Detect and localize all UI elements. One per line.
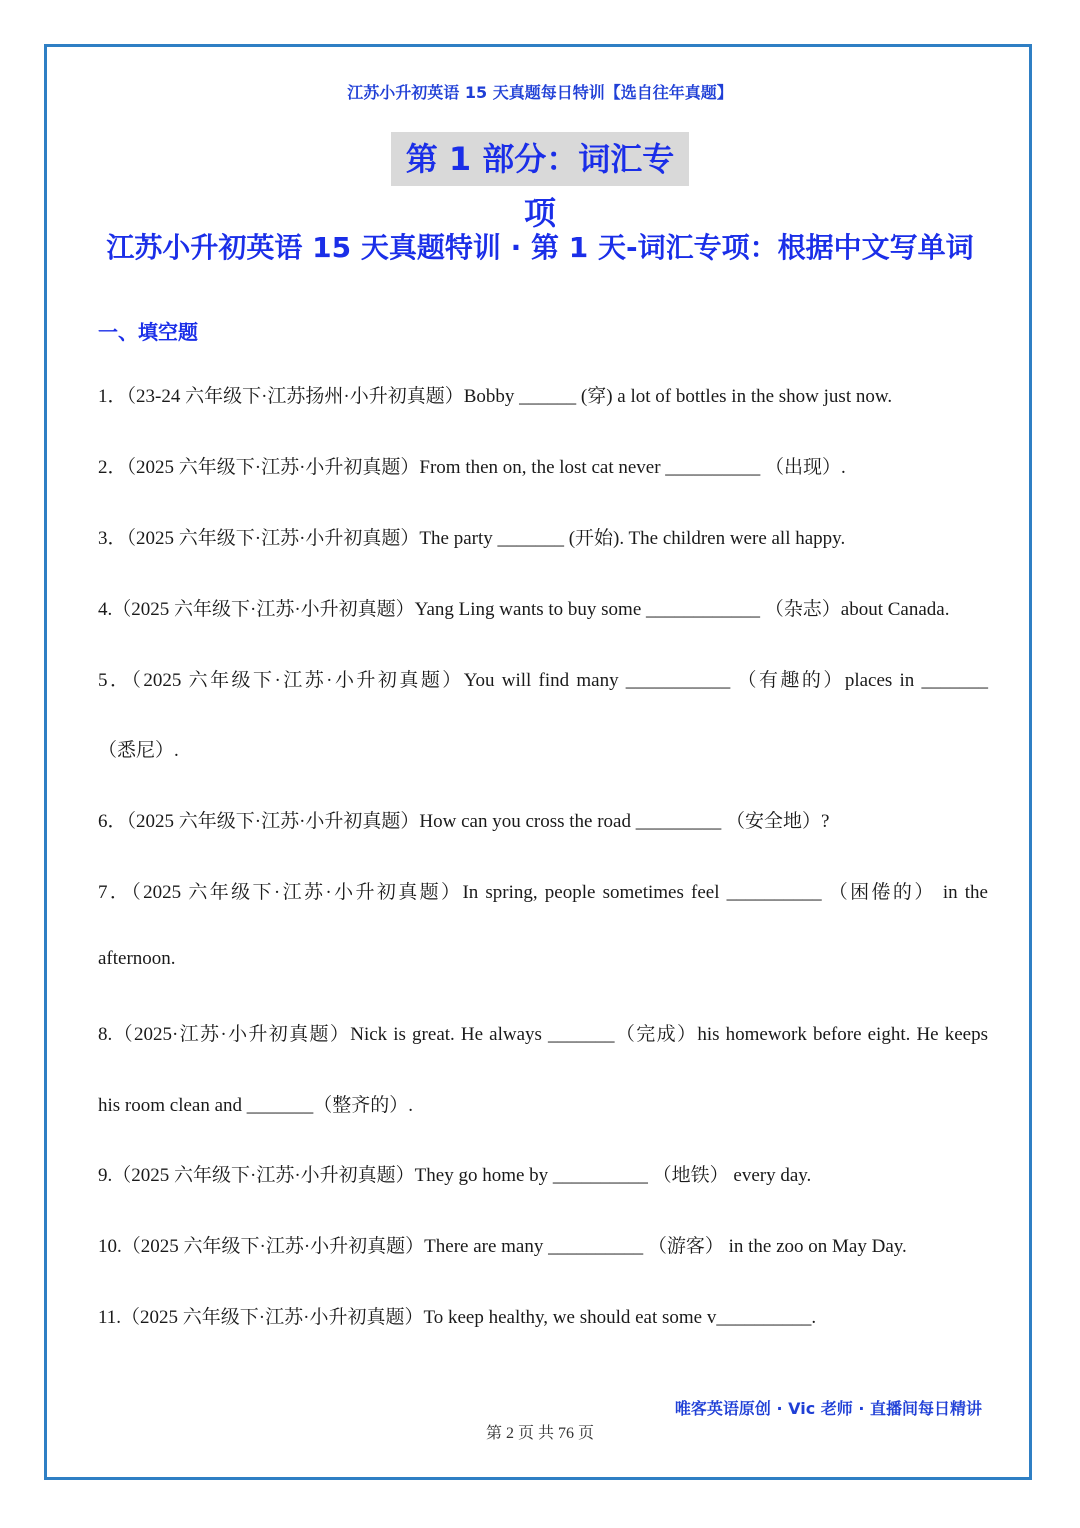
question-line-continued: （悉尼）. xyxy=(98,740,179,761)
question-line: 5．（2025 六年级下·江苏·小升初真题）You will find many ___________ （有趣的）places in _______ xyxy=(98,670,988,691)
question-line-continued: afternoon. xyxy=(98,948,176,969)
question-line: 11.（2025 六年级下·江苏·小升初真题）To keep healthy, we should eat some v__________. xyxy=(98,1307,817,1328)
question-line: 8.（2025·江苏·小升初真题）Nick is great. He always _______（完成）his homework before eight. He keeps xyxy=(98,1024,988,1045)
question-line: 3．（2025 六年级下·江苏·小升初真题）The party _______ (开始). The children were all happy. xyxy=(98,528,846,549)
question-line: 4.（2025 六年级下·江苏·小升初真题）Yang Ling wants to buy some ____________ （杂志）about Canada. xyxy=(98,599,950,620)
footer-brand: 唯客英语原创 · Vic 老师 · 直播间每日精讲 xyxy=(674,1399,982,1418)
question-line: 7．（2025 六年级下·江苏·小升初真题）In spring, people sometimes feel __________ （困倦的） in the xyxy=(98,882,988,903)
question-line-continued: his room clean and _______（整齐的）. xyxy=(98,1095,414,1116)
part-title: 第 1 部分：词汇专项 xyxy=(391,132,689,186)
day-title: 江苏小升初英语 15 天真题特训 · 第 1 天-词汇专项：根据中文写单词 xyxy=(106,231,974,264)
section-heading: 一、填空题 xyxy=(98,320,198,344)
question-line: 9.（2025 六年级下·江苏·小升初真题）They go home by __________ （地铁） every day. xyxy=(98,1165,812,1186)
series-title: 江苏小升初英语 15 天真题每日特训【选自往年真题】 xyxy=(347,83,733,102)
question-line: 2．（2025 六年级下·江苏·小升初真题）From then on, the lost cat never __________ （出现）. xyxy=(98,457,846,478)
question-line: 10.（2025 六年级下·江苏·小升初真题）There are many __________ （游客） in the zoo on May Day. xyxy=(98,1236,907,1257)
page-number: 第 2 页 共 76 页 xyxy=(485,1425,594,1442)
question-line: 6．（2025 六年级下·江苏·小升初真题）How can you cross the road _________ （安全地）? xyxy=(98,811,830,832)
question-line: 1．（23-24 六年级下·江苏扬州·小升初真题）Bobby ______ (穿) a lot of bottles in the show just now. xyxy=(98,386,893,407)
